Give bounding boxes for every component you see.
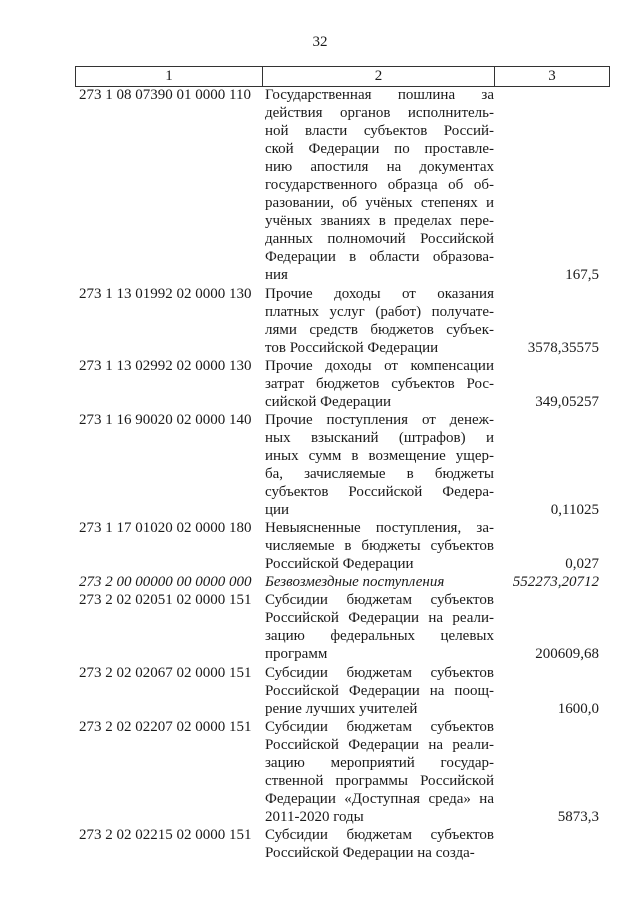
amount-value: 3578,35575 xyxy=(527,339,599,356)
description-line: ной власти субъектов Россий- xyxy=(265,123,494,140)
amount-value: 167,5 xyxy=(565,267,599,284)
amount-cell xyxy=(494,357,610,411)
description-line: данных полномочий Российской xyxy=(265,231,494,248)
description-line: разовании, об учёных степенях и xyxy=(265,195,494,212)
description-line: зацию мероприятий государ- xyxy=(265,754,494,771)
income-description xyxy=(262,826,494,862)
table-row xyxy=(75,285,610,357)
income-description xyxy=(262,591,494,663)
description-line: ской Федерации по проставле- xyxy=(265,141,494,158)
budget-code: 273 2 02 02207 02 0000 151 xyxy=(79,718,252,735)
description-line: лями средств бюджетов субъек- xyxy=(265,321,494,338)
amount-cell xyxy=(494,664,610,718)
table-row xyxy=(75,826,610,862)
description-line: 2011-2020 годы xyxy=(265,808,364,825)
description-line: сийской Федерации xyxy=(265,393,392,410)
description-line: ния xyxy=(265,267,288,284)
description-line: Прочие доходы от оказания xyxy=(265,285,494,302)
table-row xyxy=(75,519,610,573)
description-line: тов Российской Федерации xyxy=(265,339,439,356)
table-row xyxy=(75,357,610,411)
description-line: государственного образца об об- xyxy=(265,177,494,194)
description-line: иных сумм в возмещение ущер- xyxy=(265,447,494,464)
budget-code: 273 2 02 02051 02 0000 151 xyxy=(79,592,252,609)
description-line: Российской Федерации xyxy=(265,556,414,573)
budget-code: 273 1 13 02992 02 0000 130 xyxy=(79,357,252,374)
income-description xyxy=(262,718,494,826)
description-line: рение лучших учителей xyxy=(265,700,418,717)
table-header xyxy=(75,66,610,87)
page-number: 32 xyxy=(312,34,328,50)
description-line: Субсидии бюджетам субъектов xyxy=(265,664,494,681)
description-line: Федерации в области образова- xyxy=(265,249,494,266)
table-row xyxy=(75,573,610,591)
description-line: Прочие поступления от денеж- xyxy=(265,411,494,428)
description-line: Федерации «Доступная среда» на xyxy=(265,790,494,807)
column-header-amount: 3 xyxy=(494,66,610,87)
description-line: Государственная пошлина за xyxy=(265,87,494,103)
amount-cell xyxy=(494,411,610,519)
income-description xyxy=(262,664,494,718)
table-row xyxy=(75,411,610,519)
table-row xyxy=(75,86,610,285)
amount-value: 552273,20712 xyxy=(512,574,599,591)
description-line: ственной программы Российской xyxy=(265,772,494,789)
description-line: Субсидии бюджетам субъектов xyxy=(265,718,494,735)
table-body xyxy=(75,86,610,862)
description-line: платных услуг (работ) получате- xyxy=(265,303,494,320)
amount-cell xyxy=(494,86,610,285)
description-line: Российской Федерации на поощ- xyxy=(265,682,494,699)
amount-value: 0,11025 xyxy=(550,502,599,519)
income-description xyxy=(262,411,494,519)
description-line: Российской Федерации на реали- xyxy=(265,736,494,753)
description-line: нию апостиля на документах xyxy=(265,159,494,176)
description-line: действия органов исполнитель- xyxy=(265,105,494,122)
income-description xyxy=(262,357,494,411)
description-line: программ xyxy=(265,646,328,663)
description-line: ции xyxy=(265,502,290,519)
description-line: Прочие доходы от компенсации xyxy=(265,357,494,374)
description-line: субъектов Российской Федера- xyxy=(265,484,494,501)
description-line: Безвозмездные поступления xyxy=(265,574,445,591)
amount-cell xyxy=(494,718,610,826)
description-line: Невыясненные поступления, за- xyxy=(265,520,494,537)
amount-value: 200609,68 xyxy=(535,646,599,663)
table-row xyxy=(75,664,610,718)
income-description xyxy=(262,86,494,285)
description-line: Российской Федерации на реали- xyxy=(265,610,494,627)
budget-code: 273 1 16 90020 02 0000 140 xyxy=(79,411,252,428)
description-line: Российской Федерации на созда- xyxy=(265,844,475,861)
description-line: Субсидии бюджетам субъектов xyxy=(265,592,494,609)
table-row xyxy=(75,718,610,826)
description-line: учёных званиях в пределах пере- xyxy=(265,213,494,230)
amount-cell xyxy=(494,519,610,573)
column-header-code: 1 xyxy=(75,66,262,87)
column-header-description: 2 xyxy=(262,66,494,87)
budget-code: 273 2 00 00000 00 0000 000 xyxy=(79,574,252,591)
budget-code: 273 1 08 07390 01 0000 110 xyxy=(79,87,251,103)
description-line: затрат бюджетов субъектов Рос- xyxy=(265,375,494,392)
income-description xyxy=(262,285,494,357)
income-description xyxy=(262,519,494,573)
amount-value: 0,027 xyxy=(565,556,599,573)
amount-value: 1600,0 xyxy=(557,700,599,717)
amount-cell xyxy=(494,826,610,862)
budget-code: 273 1 17 01020 02 0000 180 xyxy=(79,520,252,537)
amount-cell xyxy=(494,591,610,663)
table-row xyxy=(75,591,610,663)
amount-value: 349,05257 xyxy=(535,393,599,410)
amount-value: 5873,3 xyxy=(557,808,599,825)
amount-cell xyxy=(494,285,610,357)
budget-code: 273 2 02 02067 02 0000 151 xyxy=(79,664,252,681)
budget-code: 273 2 02 02215 02 0000 151 xyxy=(79,826,252,843)
description-line: Субсидии бюджетам субъектов xyxy=(265,826,494,843)
description-line: зацию федеральных целевых xyxy=(265,628,494,645)
description-line: ных взысканий (штрафов) и xyxy=(265,429,494,446)
amount-cell xyxy=(494,573,610,591)
budget-code: 273 1 13 01992 02 0000 130 xyxy=(79,285,252,302)
description-line: ба, зачисляемые в бюджеты xyxy=(265,465,494,482)
description-line: числяемые в бюджеты субъектов xyxy=(265,538,494,555)
income-description xyxy=(262,573,494,591)
